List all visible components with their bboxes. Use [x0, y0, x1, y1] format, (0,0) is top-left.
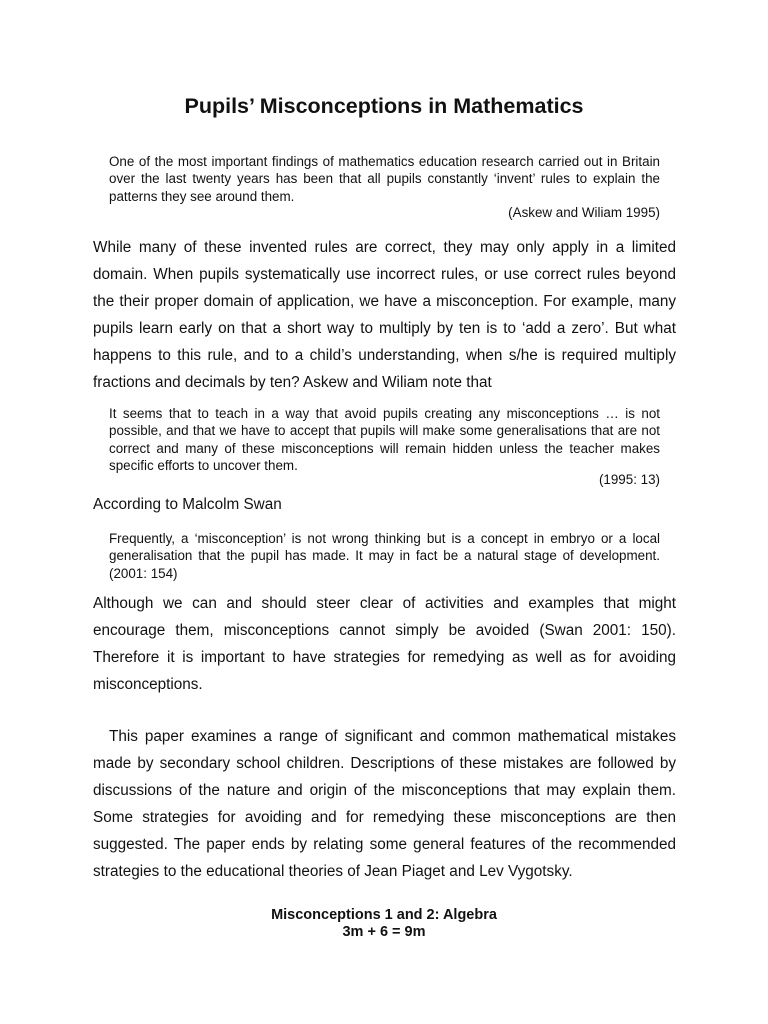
- section-subheading-equation: 3m + 6 = 9m: [342, 924, 426, 940]
- quote-citation: (1995: 13): [598, 472, 660, 487]
- block-quote-misconceptions-hidden: It seems that to teach in a way that avoid pupils creating any misconceptions … is not possible, and that we have to accept that pupils will make some generalisations that are not correct and many of these misconceptions will remain hidden unless the teacher makes specific efforts to uncover them.: [109, 406, 660, 473]
- block-quote-swan: Frequently, a ‘misconception’ is not wrong thinking but is a concept in embryo or a local generalisation that the pupil has made. It may in fact be a natural stage of development. (2001: 154): [109, 531, 660, 581]
- quote-citation: (Askew and Wiliam 1995): [508, 205, 660, 220]
- section-heading: Misconceptions 1 and 2: Algebra: [271, 907, 497, 923]
- body-paragraph-paper-overview: This paper examines a range of significant and common mathematical mistakes made by secondary school children. Descriptions of these mistakes are followed by discussions of the nature and origin of the misconceptions that may explain them. Some strategies for avoiding and for remedying these misconceptions are then suggested. The paper ends by relating some general features of the recommended strategies to the educational theories of Jean Piaget and Lev Vygotsky.: [93, 728, 676, 880]
- body-paragraph-invented-rules: While many of these invented rules are correct, they may only apply in a limited domain. When pupils systematically use incorrect rules, or use correct rules beyond the their proper domain of application, we have a misconception. For example, many pupils learn early on that a short way to multiply by ten is to ‘add a zero’. But what happens to this rule, and to a child’s understanding, when s/he is required multiply fractions and decimals by ten? Askew and Wiliam note that: [93, 239, 676, 391]
- swan-intro-line: According to Malcolm Swan: [93, 496, 282, 513]
- body-paragraph-avoid-activities: Although we can and should steer clear of activities and examples that might encourage them, misconceptions cannot simply be avoided (Swan 2001: 150). Therefore it is important to have strategies for remedying as well as for avoiding misconceptions.: [93, 595, 676, 693]
- block-quote-askew-wiliam: One of the most important findings of mathematics education research carried out in Britain over the last twenty years has been that all pupils constantly ‘invent’ rules to explain the patterns they see around them.: [109, 154, 660, 204]
- page-title: Pupils’ Misconceptions in Mathematics: [184, 94, 584, 118]
